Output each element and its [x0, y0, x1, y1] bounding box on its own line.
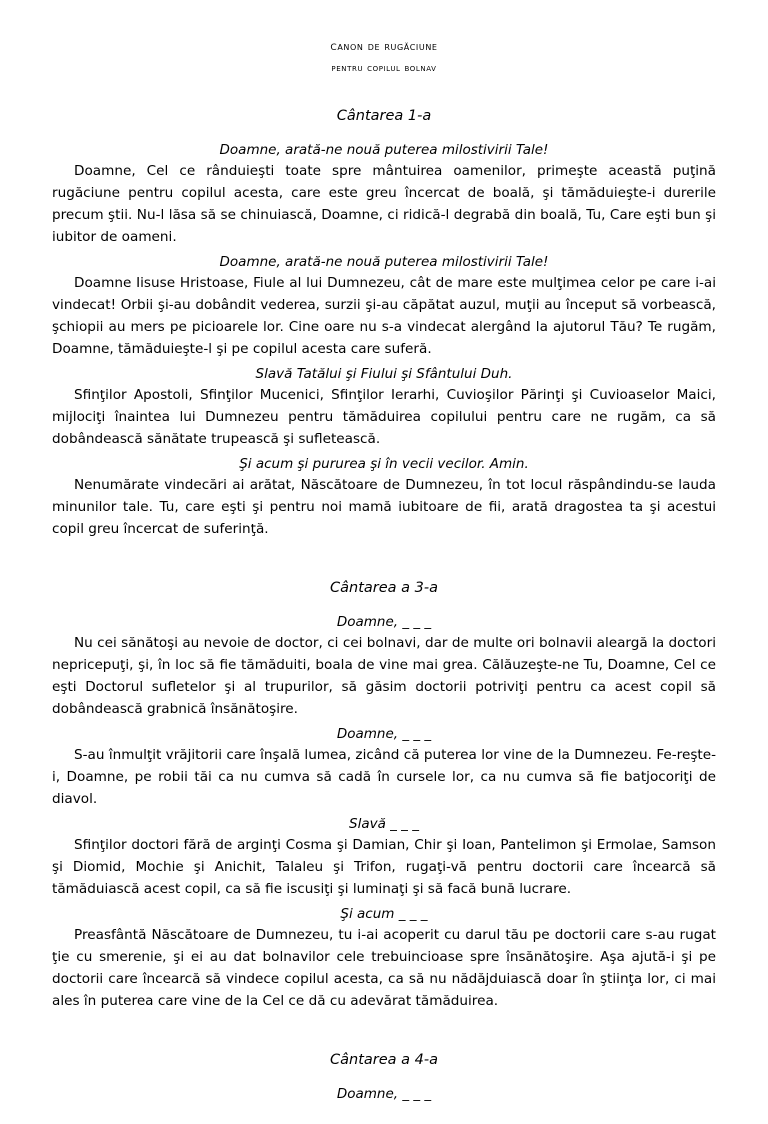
document-header	[52, 38, 716, 74]
refrain: Doamne, _ _ _	[336, 726, 432, 743]
refrain: Doamne, arată-ne nouă puterea milostivirii Tale!	[219, 142, 549, 158]
troparion-text: Doamne Iisuse Hristoase, Fiule al lui Dumnezeu, cât de mare este mulţimea celor pe care i-ai vindecat! Orbii şi-au dobândit vederea, surzii şi-au căpătat auzul, muţii au început să vorbească, şchiopii au mers pe picioarele lor. Cine oare nu s-a vindecat alergând la ajutorul Tău? Te rugăm, Doamne, tămăduieşte-l şi pe copilul acesta care suferă.	[52, 275, 716, 358]
refrain: Doamne, _ _ _	[336, 614, 432, 631]
ode-section	[52, 1052, 716, 1102]
ode-title: Cântarea a 4-a	[330, 1052, 438, 1069]
refrain: Slavă Tatălui şi Fiului şi Sfântului Duh.	[255, 366, 513, 383]
troparion-text: S-au înmulţit vrăjitorii care înşală lumea, zicând că puterea lor vine de la Dumnezeu. Fe-reşte-i, Doamne, pe robii tăi ca nu cumva să cadă în cursele lor, ca nu cumva să fie batjocoriţi de diavol.	[52, 747, 716, 808]
ode-section	[52, 580, 716, 1012]
troparion-text: Nu cei sănătoşi au nevoie de doctor, ci cei bolnavi, dar de multe ori bolnavii aleargă la doctori nepricepuţi, şi, în loc să fie tămăduiti, boala de vine mai grea. Călăuzeşte-ne Tu, Doamne, Cel ce eşti Doctorul sufletelor şi al trupurilor, să găsim doctorii potriviţi pentru ca acest copil să dobândească grabnică însănătoşire.	[52, 635, 716, 718]
refrain: Şi acum _ _ _	[340, 906, 428, 923]
troparion-text: Sfinţilor doctori fără de arginţi Cosma şi Damian, Chir şi Ioan, Pantelimon şi Ermolae, Samson şi Diomid, Mochie şi Anichit, Talaleu şi Trifon, rugaţi-vă pentru doctorii care încearcă să tămăduiască acest copil, ca să fie iscusiţi şi luminaţi şi să facă bună lucrare.	[52, 837, 716, 898]
refrain: Doamne, arată-ne nouă puterea milostivirii Tale!	[219, 254, 549, 271]
refrain: Doamne, _ _ _	[336, 1086, 432, 1103]
ode-title: Cântarea a 3-a	[330, 580, 438, 597]
document-title: canon de rugăciune	[330, 38, 438, 54]
ode-section	[52, 108, 716, 540]
troparion-text: Nenumărate vindecări ai arătat, Născătoare de Dumnezeu, în tot locul răspândindu-se lauda minunilor tale. Tu, care eşti şi pentru noi mamă iubitoare de fii, arată dragostea ta şi acestui copil greu încercat de suferinţă.	[52, 477, 716, 538]
document-subtitle: pentru copilul bolnav	[331, 62, 437, 74]
troparion-text: Doamne, Cel ce rânduieşti toate spre mântuirea oamenilor, primeşte această puţină rugăciune pentru copilul acesta, care este greu încercat de boală, şi tămăduieşte-i durerile precum ştii. Nu-l lăsa să se chinuiască, Doamne, ci ridică-l degrabă din boală, Tu, Care eşti bun şi iubitor de oameni.	[52, 163, 716, 246]
refrain: Slavă _ _ _	[349, 816, 419, 833]
ode-title: Cântarea 1-a	[336, 108, 432, 124]
troparion-text: Preasfântă Născătoare de Dumnezeu, tu i-ai acoperit cu darul tău pe doctorii care s-au rugat ţie cu smerenie, şi ei au dat bolnavilor cele trebuincioase spre însănătoşire. Aşa ajută-i şi pe doctorii care încearcă să vindece copilul acesta, ca să nu nădăjduiască doar în ştiinţa lor, ci mai ales în puterea care vine de la Cel ce dă cu adevărat tămăduirea.	[52, 927, 716, 1010]
troparion-text: Sfinţilor Apostoli, Sfinţilor Mucenici, Sfinţilor Ierarhi, Cuvioşilor Părinţi şi Cuvioaselor Maici, mijlociţi înaintea lui Dumnezeu pentru tămăduirea copilului pentru care ne rugăm, ca să dobândească sănătate trupească şi sufletească.	[52, 387, 716, 448]
refrain: Şi acum şi pururea şi în vecii vecilor. Amin.	[239, 456, 529, 473]
